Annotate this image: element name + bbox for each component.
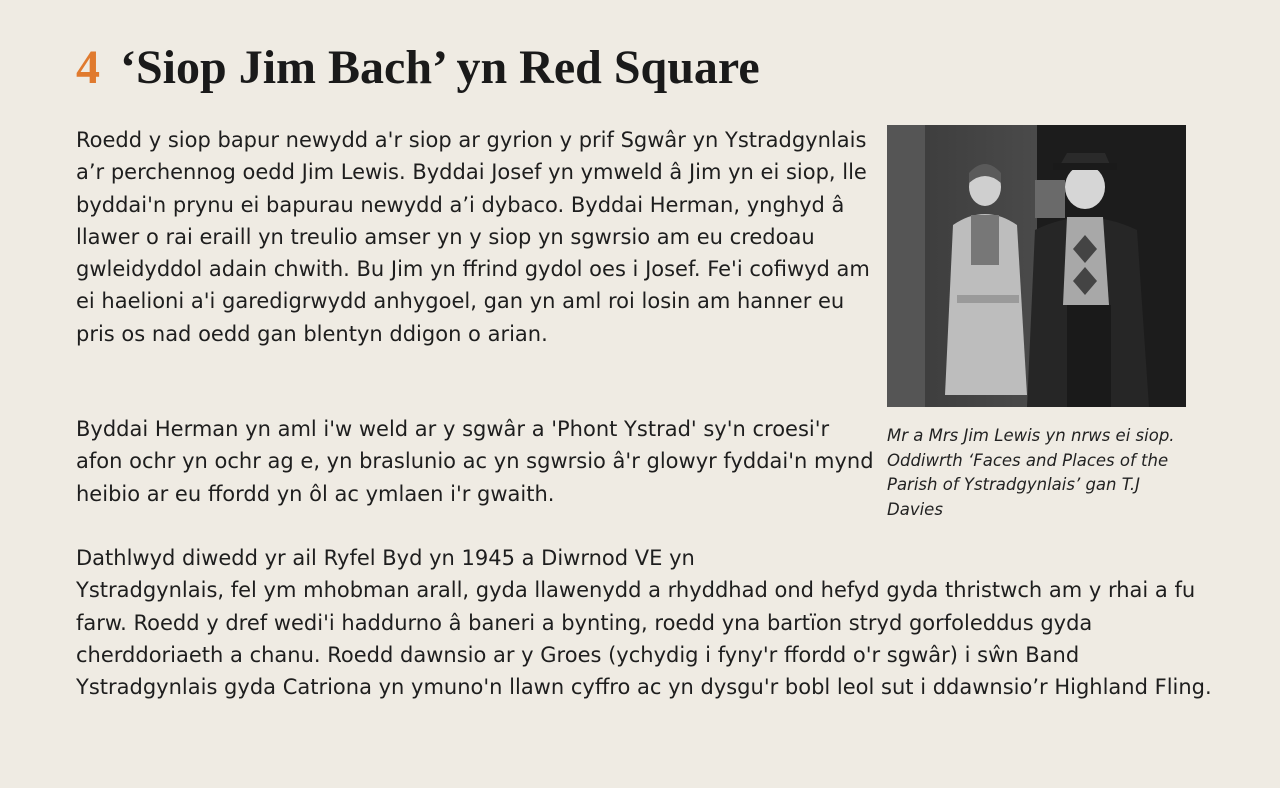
historic-photo <box>887 125 1186 407</box>
paragraph-ve-day-rest: Ystradgynlais, fel ym mhobman arall, gyda llawenydd a rhyddhad ond hefyd gyda thristwch am y rhai a fu farw. Roedd y dref wedi'i haddurno â baneri a bynting, roedd yna bartïon stryd gorfoleddus gyda cherddoriaeth a chanu. Roedd dawnsio ar y Groes (ychydig i fyny'r ffordd o'r sgwâr) i sŵn Band Ystradgynlais gyda Catriona yn ymuno'n llawn cyffro ac yn dysgu'r bobl leol sut i ddawnsio’r Highland Fling. <box>76 578 1212 700</box>
paragraph-ve-day <box>76 542 1226 703</box>
paragraph-jim-lewis-shop: Roedd y siop bapur newydd a'r siop ar gyrion y prif Sgwâr yn Ystradgynlais a’r perchennog oedd Jim Lewis. Byddai Josef yn ymweld â Jim yn ei siop, lle byddai'n prynu ei bapurau newydd a’i dybaco. Byddai Herman, ynghyd â llawer o rai eraill yn treulio amser yn y siop yn sgwrsio am eu credoau gwleidyddol adain chwith. Bu Jim yn ffrind gydol oes i Josef. Fe'i cofiwyd am ei haelioni a'i garedigrwydd anhygoel, gan yn aml roi losin am hanner eu pris os nad oedd gan blentyn ddigon o arian. <box>76 128 870 346</box>
title-text: ‘Siop Jim Bach’ yn Red Square <box>120 41 760 94</box>
couple-in-doorway-photo <box>887 125 1186 407</box>
paragraph-herman-sketching: Byddai Herman yn aml i'w weld ar y sgwâr a 'Phont Ystrad' sy'n croesi'r afon ochr yn ochr ag e, yn braslunio ac yn sgwrsio â'r glowyr fyddai'n mynd heibio ar eu ffordd yn ôl ac ymlaen i'r gwaith. <box>76 417 874 506</box>
page-title <box>76 38 760 98</box>
section-number: 4 <box>76 41 100 94</box>
photo-caption: Mr a Mrs Jim Lewis yn nrws ei siop. Oddiwrth ‘Faces and Places of the Parish of Ystradgynlais’ gan T.J Davies <box>887 426 1175 519</box>
paragraph-ve-day-first-line: Dathlwyd diwedd yr ail Ryfel Byd yn 1945 a Diwrnod VE yn <box>76 546 695 570</box>
